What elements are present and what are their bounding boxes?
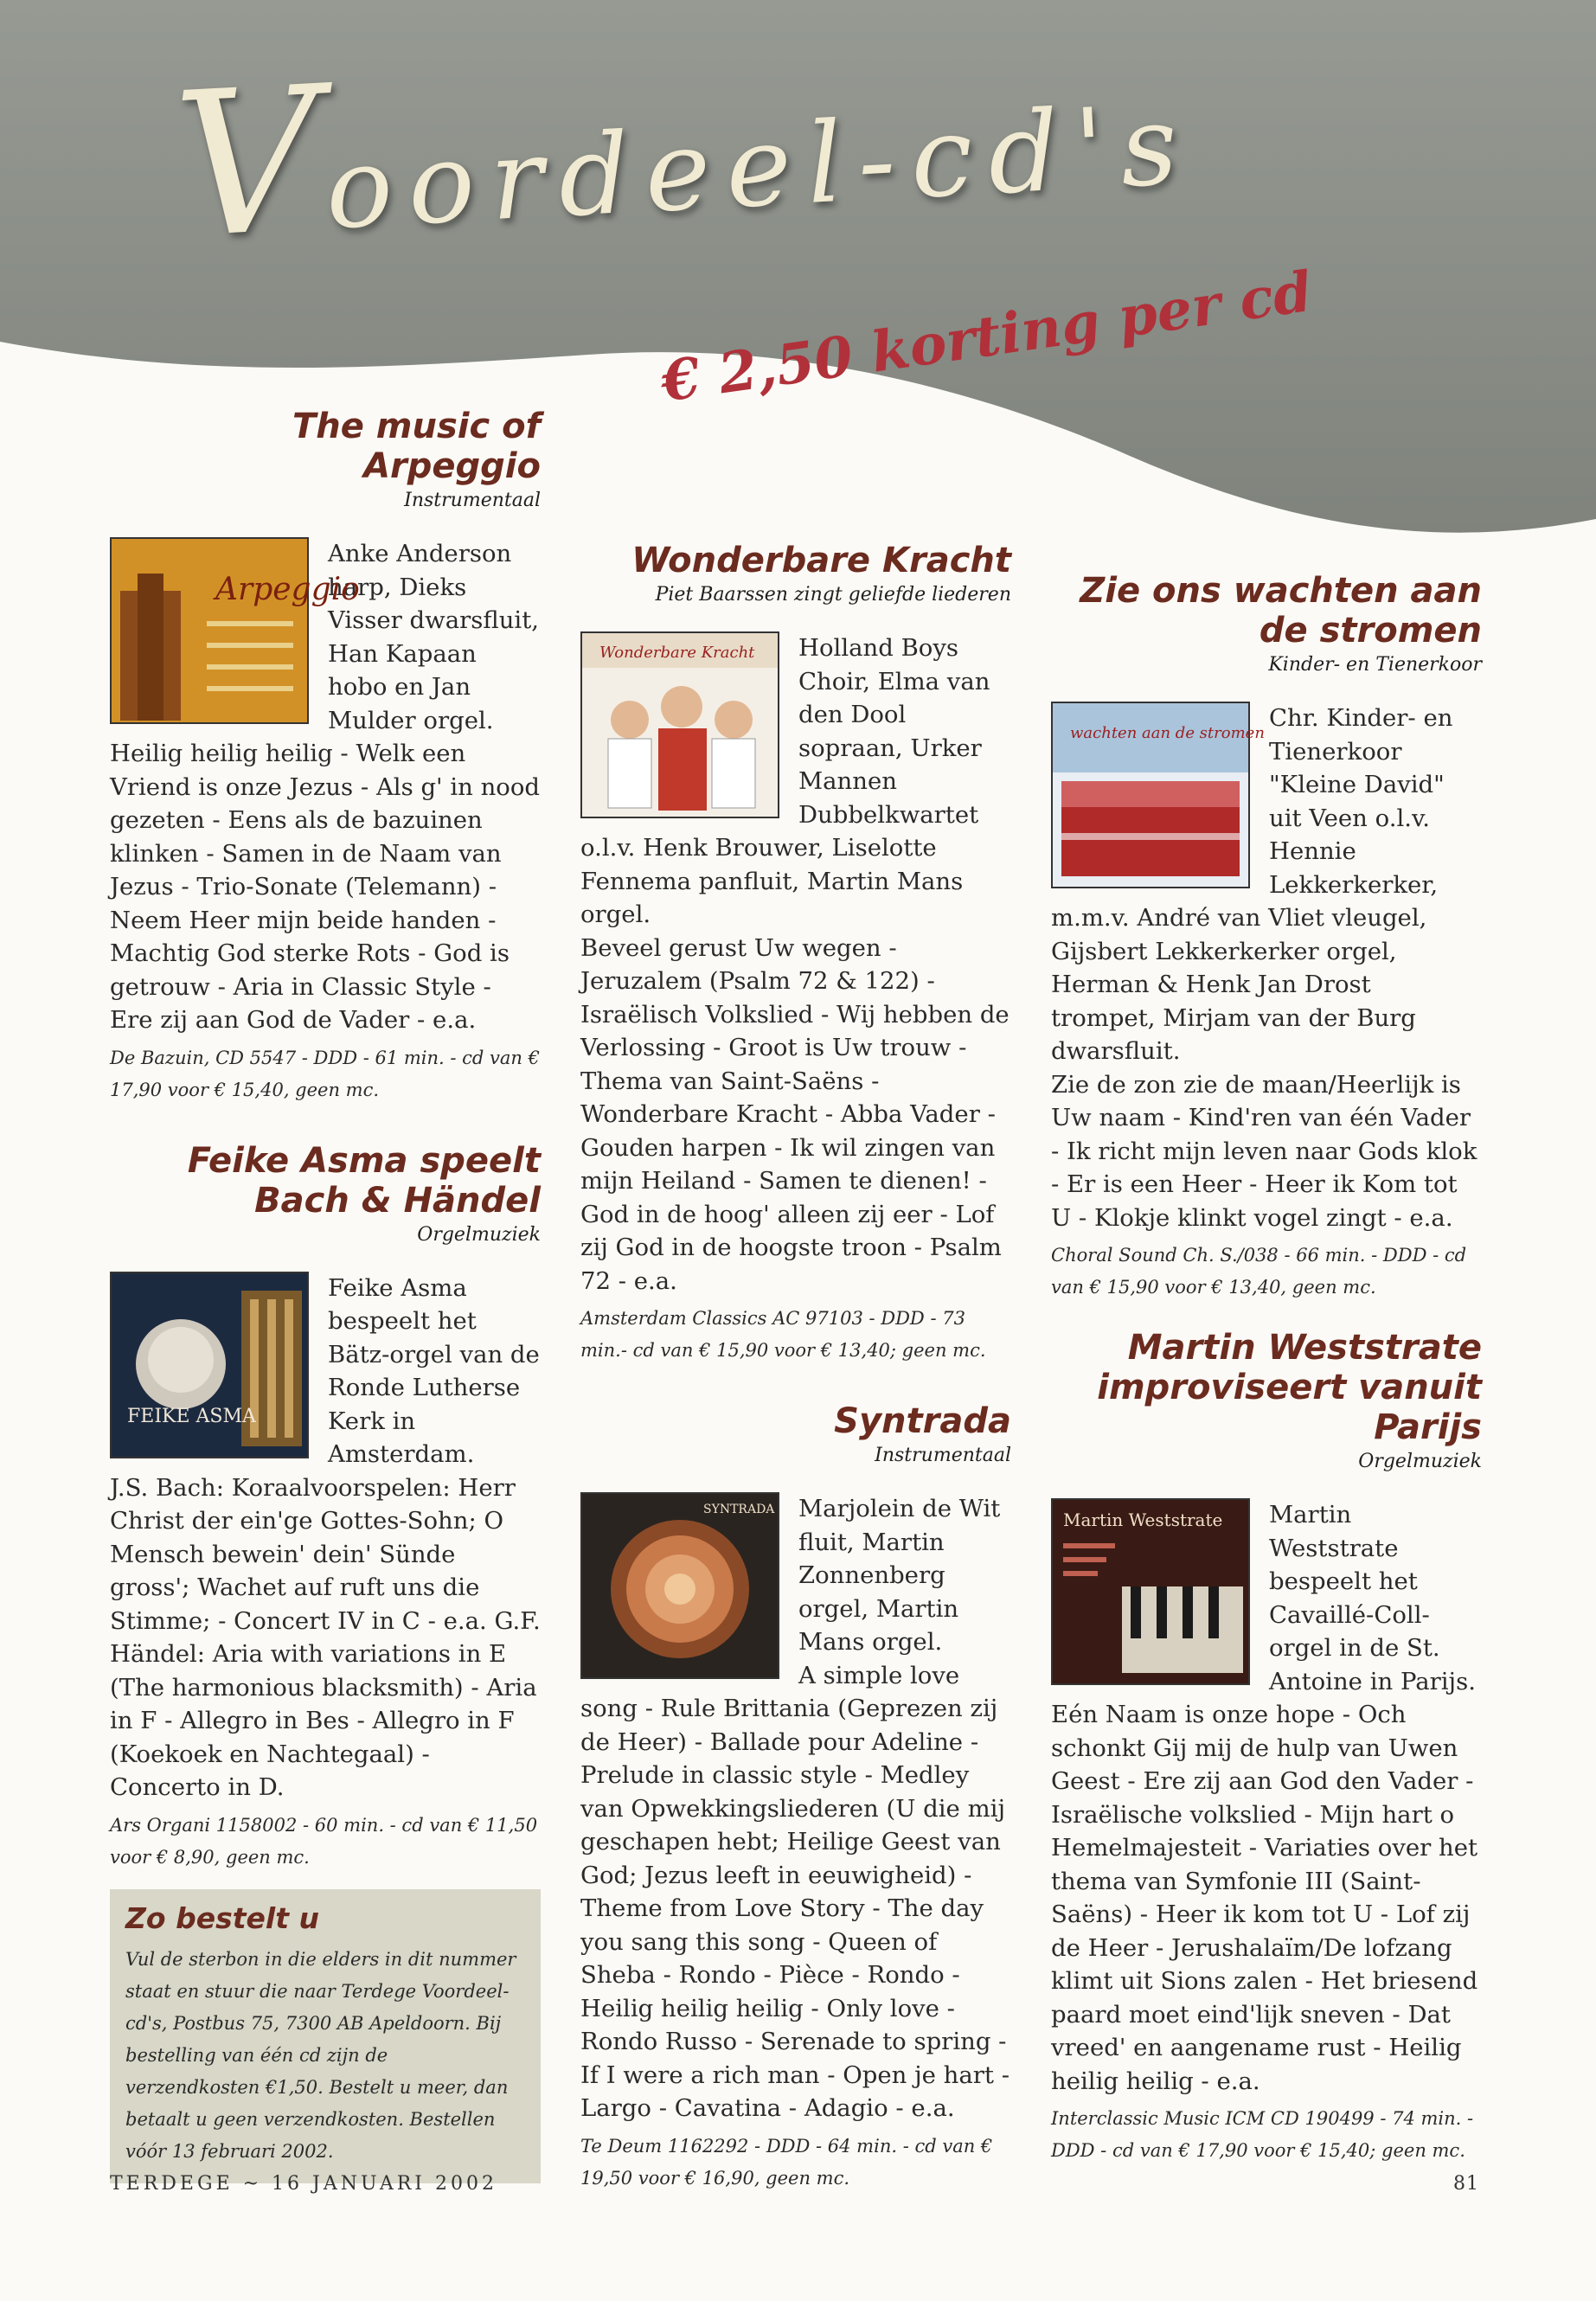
album-cover-martin-weststrate (1051, 1498, 1250, 1685)
album-tracklist: Beveel gerust Uw wegen - Jeruzalem (Psalm 72 & 122) - Israëlisch Volkslied - Wij hebben de Verlossing - Groot is Uw trouw - Thema van Saint-Saëns - Wonderbare Kracht - Abba Vader - Gouden harpen - Ik wil zingen van mijn Heiland - Samen te dienen! - God in de hoog' alleen zij eer - Lof zij God in de hoogste troon - Psalm 72 - e.a. (580, 933, 1010, 1295)
album-tracklist: J.S. Bach: Koraalvoorspelen: Herr Christ der ein'ge Gottes-Sohn; O Mensch bewein' dein' Sünde gross'; Wachet auf ruft uns die Stimme; - Concert IV in C - e.a. G.F. Händel: Aria with variations in E (The harmonious blacksmith) - Aria in F - Allegro in Bes - Allegro in F (Koekoek en Nachtegaal) - Concerto in D. (110, 1473, 541, 1801)
album-category: Instrumentaal (875, 1445, 1011, 1466)
album-cover-wonderbare-kracht (580, 631, 779, 818)
album-credits: Holland Boys Choir, Elma van den Dool sopraan, Urker Mannen Dubbelkwartet o.l.v. Henk Brouwer, Liselotte Fennema panfluit, Martin Mans orgel. (580, 634, 990, 928)
album-catalog: Te Deum 1162292 - DDD - 64 min. - cd van € 19,50 voor € 16,90, geen mc. (580, 2135, 993, 2189)
album-tracklist: Zie de zon zie de maan/Heerlijk is Uw naam - Kind'ren van één Vader - Ik richt mijn leven naar Gods klok - Er is een Heer - Heer ik Kom tot U - Klokje klinkt vogel zingt - e.a. (1051, 1070, 1477, 1232)
album-category: Kinder- en Tienerkoor (1268, 654, 1482, 676)
album-credits: Feike Asma bespeelt het Bätz-orgel van de Ronde Lutherse Kerk in Amsterdam. (328, 1273, 540, 1468)
album-category: Orgelmuziek (1358, 1451, 1482, 1472)
album-title: The music of Arpeggio (292, 407, 541, 486)
album-cover-feike-asma (110, 1272, 309, 1458)
album-title: Wonderbare Kracht (631, 541, 1011, 580)
album-kleine-david (1051, 571, 1482, 1304)
album-credits: Martin Weststrate bespeelt het Cavaillé-Coll-orgel in de St. Antoine in Parijs. (1269, 1501, 1476, 1695)
order-info-title: Zo bestelt u (125, 1900, 319, 1935)
album-cover-kleine-david (1051, 702, 1265, 888)
album-catalog: Ars Organi 1158002 - 60 min. - cd van € 11,50 voor € 8,90, geen mc. (110, 1814, 538, 1868)
album-tracklist: Heilig heilig heilig - Welk een Vriend is onze Jezus - Als g' in nood gezeten - Eens als de bazuinen klinken - Samen in de Naam van Jezus - Trio-Sonate (Telemann) - Neem Heer mijn beide handen - Machtig God sterke Rots - God is getrouw - Aria in Classic Style - Ere zij aan God de Vader - e.a. (110, 740, 541, 1034)
album-tracklist: Eén Naam is onze hope - Och schonkt Gij mij de hulp van Uwen Geest - Ere zij aan God den Vader - Israëlische volkslied - Mijn hart o Hemelmajesteit - Variaties over het thema van Symfonie III (Saint-Saëns) - Heer ik kom tot U - Lof zij de Heer - Jerushalaïm/De lofzang klimt uit Sions zalen - Het briesend paard moet eind'lijk sneven - Dat vreed' en aangename rust - Heilig heilig heilig - e.a. (1051, 1701, 1478, 2095)
album-wonderbare-kracht (580, 541, 1011, 1367)
order-info-text: Vul de sterbon in die elders in dit nummer staat en stuur die naar Terdege Voordeel-cd's, Postbus 75, 7300 AB Apeldoorn. Bij bestelling van één cd zijn de verzendkosten €1,50. Bestelt u meer, dan betaalt u geen verzendkosten. Bestellen vóór 13 februari 2002. (125, 1948, 516, 2162)
album-tracklist: A simple love song - Rule Brittania (Geprezen zij de Heer) - Ballade pour Adeline - Prelude in classic style - Medley van Opwekkingsliederen (U die mij geschapen hebt; Heilige Geest van God; Jezus leeft in eeuwigheid) - Theme from Love Story - The day you sang this song - Queen of Sheba - Rondo - Pièce - Rondo - Heilig heilig heilig - Only love - Rondo Russo - Serenade to spring - If I were a rich man - Open je hart - Largo - Cavatina - Adagio - e.a. (580, 1661, 1010, 2122)
footer-publication: TERDEGE ~ 16 JANUARI 2002 (110, 2173, 497, 2195)
album-catalog: De Bazuin, CD 5547 - DDD - 61 min. - cd van € 17,90 voor € 15,40, geen mc. (110, 1047, 540, 1100)
order-info-box (110, 1889, 541, 2183)
headline-rest: oordeel-cd's (322, 80, 1196, 255)
album-credits: Chr. Kinder- en Tienerkoor "Kleine David" uit Veen o.l.v. Hennie Lekkerkerker, m.m.v. André van Vliet vleugel, Gijsbert Lekkerkerker orgel, Herman & Henk Jan Drost trompet, Mirjam van der Burg dwarsfluit. (1051, 704, 1453, 1065)
headline-initial: V (170, 44, 330, 284)
album-credits: Anke Anderson harp, Dieks Visser dwarsfluit, Han Kapaan hobo en Jan Mulder orgel. (328, 540, 539, 734)
album-category: Piet Baarssen zingt geliefde liederen (655, 584, 1011, 606)
album-catalog: Amsterdam Classics AC 97103 - DDD - 73 min.- cd van € 15,90 voor € 13,40; geen mc. (580, 1308, 986, 1361)
album-catalog: Interclassic Music ICM CD 190499 - 74 min. - DDD - cd van € 17,90 voor € 15,40; geen mc. (1051, 2108, 1474, 2161)
album-martin-weststrate (1051, 1328, 1482, 2167)
album-arpeggio (110, 407, 541, 1106)
album-credits: Marjolein de Wit fluit, Martin Zonnenberg orgel, Martin Mans orgel. (798, 1495, 1001, 1656)
album-cover-arpeggio (110, 537, 360, 724)
album-title: Feike Asma speelt Bach & Händel (187, 1140, 541, 1221)
svg-text:SYNTRADA: SYNTRADA (703, 1503, 775, 1516)
album-syntrada (580, 1401, 1011, 2195)
svg-text:Wonderbare Kracht: Wonderbare Kracht (599, 644, 755, 662)
column-1 (110, 407, 541, 2183)
discount-label: € 2,50 korting per cd (657, 259, 1317, 415)
album-feike-asma (110, 1141, 541, 1874)
svg-text:FEIKE ASMA: FEIKE ASMA (127, 1405, 256, 1427)
album-catalog: Choral Sound Ch. S./038 - 66 min. - DDD - cd van € 15,90 voor € 13,40, geen mc. (1051, 1245, 1467, 1298)
album-title: Zie ons wachten aan de stromen (1080, 571, 1482, 651)
album-category: Orgelmuziek (417, 1223, 541, 1246)
album-title: Martin Weststrate improviseert vanuit Parijs (1097, 1328, 1482, 1447)
album-title: Syntrada (834, 1401, 1011, 1441)
footer-page-number: 81 (1453, 2173, 1479, 2195)
album-cover-syntrada (580, 1492, 779, 1679)
svg-text:Martin Weststrate: Martin Weststrate (1063, 1509, 1223, 1530)
column-2 (580, 541, 1011, 2195)
album-category: Instrumentaal (404, 490, 541, 511)
svg-text:Arpeggio: Arpeggio (215, 572, 360, 607)
column-3 (1051, 571, 1482, 2167)
svg-text:wachten aan de stromen: wachten aan de stromen (1070, 724, 1265, 742)
